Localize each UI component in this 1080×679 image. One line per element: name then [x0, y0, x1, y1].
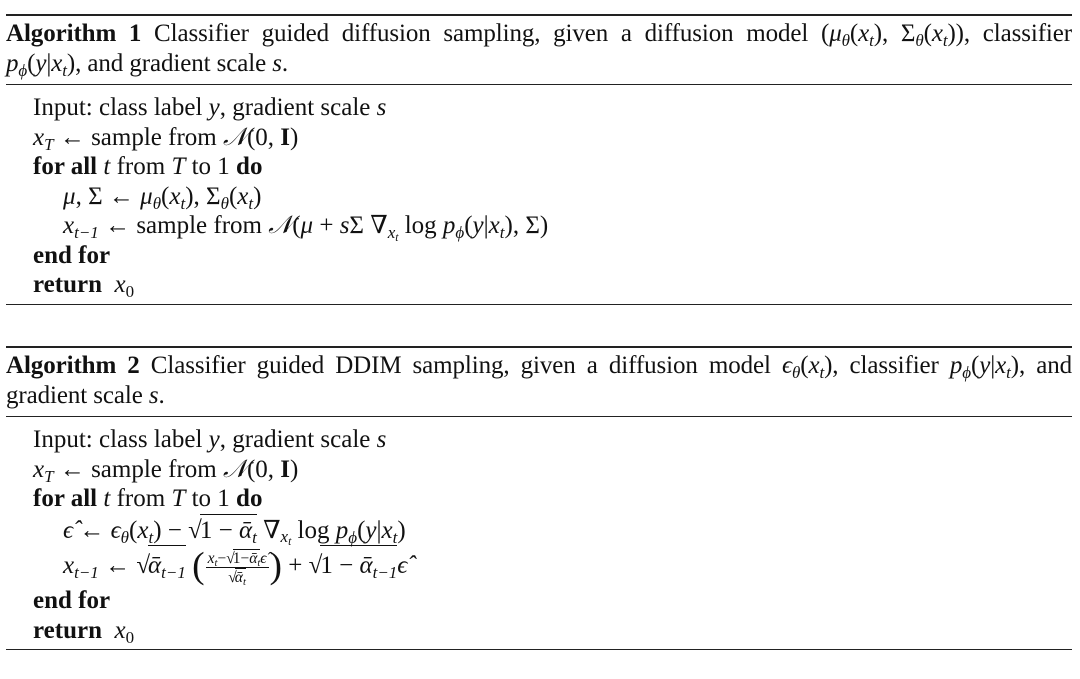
math-T: T [171, 153, 186, 180]
input-label: Input: class label [33, 94, 209, 121]
algorithm-2-line-loop [6, 484, 1072, 514]
input-mid: , gradient scale [219, 94, 377, 121]
algorithm-2-caption-text-3: , and gradient scale [6, 352, 1073, 409]
math-x0: $x_0$ [114, 616, 135, 647]
algorithm-2-heading: Algorithm 2 [6, 352, 140, 379]
input-y: y [208, 94, 220, 121]
algorithm-2-caption-model: $\epsilon_\theta(x_t)$ [781, 352, 833, 382]
math-normal: 𝒩(0, I) [223, 123, 299, 151]
math-x0: $x_0$ [114, 271, 135, 301]
math-eps-hat: ϵ̂ ← $\epsilon_\theta(x_t) - √1$ − ᾱ$_t$ $\nabla_{x_t}$ $\log p_\phi(y|x_t)$ [63, 517, 406, 544]
algorithm-1-line-return [6, 270, 1072, 300]
math-normal: 𝒩(0, I) [223, 455, 299, 483]
algorithm-2-body [6, 417, 1072, 649]
algorithm-2-line-eps-hat [6, 514, 1072, 549]
math-T: T [171, 485, 186, 512]
algorithm-2-caption-text: Classifier guided DDIM sampling, given a diffusion model [139, 352, 782, 379]
end-for-keyword: end for [33, 587, 111, 615]
algorithm-2-line-input [6, 425, 1072, 455]
algorithm-1-line-endfor [6, 241, 1072, 271]
algorithm-2-line-return [6, 616, 1072, 646]
loop-to: to 1 [185, 485, 237, 512]
loop-to: to 1 [185, 153, 237, 180]
sample-text: sample from [84, 455, 223, 483]
input-s: s [376, 94, 387, 121]
algorithm-1-heading: Algorithm 1 [6, 20, 142, 47]
algorithm-1-line-mu-sigma [6, 182, 1072, 212]
algorithm-2-caption-classifier: $p_\phi(y|x_t)$ [949, 352, 1019, 382]
algorithm-2-block [6, 346, 1072, 650]
algorithm-1-caption-text-3: , and gradient scale [75, 50, 273, 77]
for-all-keyword: for all [33, 153, 98, 180]
math-x-t-1: $x_{t-1}$ [63, 212, 99, 242]
sample-text: sample from [84, 123, 223, 151]
algorithm-1-caption-text-2: , classifier [963, 20, 1072, 47]
algorithm-2-caption-s: s [148, 382, 159, 409]
math-t: t [103, 485, 111, 512]
algorithm-1-caption-s: s [272, 50, 282, 77]
input-mid: , gradient scale [219, 426, 377, 453]
algorithm-2-line-init: $x_T$ ← sample from 𝒩(0, I) [33, 455, 299, 486]
sample-text: sample from [130, 212, 269, 239]
math-guided-normal: 𝒩(μ + sΣ $\nabla_{x_t}$ $\log p_\phi(y|x_t)$, Σ) [268, 212, 549, 244]
math-xT: $x_T$ [33, 123, 54, 154]
input-y: y [208, 426, 220, 453]
algorithm-2-bottom-rule [6, 649, 1072, 650]
math-xT: $x_T$ [33, 455, 54, 486]
input-label: Input: class label [33, 426, 209, 453]
algorithm-2-line-endfor [6, 586, 1072, 616]
loop-from: from [110, 485, 172, 512]
return-keyword: return [33, 616, 102, 644]
algorithm-1-caption-model: ($\mu_\theta(x_t)$, $\Sigma_\theta(x_t)$) [820, 20, 964, 50]
loop-from: from [110, 153, 172, 180]
input-s: s [376, 426, 387, 453]
algorithm-2-line-ddim-step [6, 545, 1072, 586]
algorithm-1-bottom-rule [6, 304, 1072, 305]
for-all-keyword: for all [33, 485, 98, 512]
algorithm-1-line-sample: $x_{t-1}$ ← sample from 𝒩(μ + sΣ $\nabla_{x_t}$ $\log p_\phi(y|x_t)$, Σ) [63, 212, 549, 244]
return-keyword: return [33, 271, 102, 298]
algorithm-1-line-loop [6, 152, 1072, 182]
algorithm-2-caption-text-2: , classifier [832, 352, 950, 379]
algorithm-2-caption-period: . [158, 382, 165, 409]
algorithm-1-caption [6, 16, 1072, 84]
end-for-keyword: end for [33, 241, 111, 269]
do-keyword: do [236, 485, 263, 512]
math-ddim-update: $x_{t-1}$ ← √ᾱ$_{t-1}$ ( $\frac{x_t-√1-ᾱ_t\epsilon̂}{√ᾱ_t}$ ) + √1 − ᾱ$_{t-1}$ϵ̂ [63, 545, 408, 588]
do-keyword: do [236, 153, 263, 180]
algorithm-1-caption-text: Classifier guided diffusion sampling, given a diffusion model [141, 20, 821, 47]
algorithm-2-caption [6, 348, 1072, 416]
algorithm-1-line-input [6, 93, 1072, 123]
algorithm-1-caption-classifier: $p_\phi(y|x_t)$ [6, 50, 76, 80]
math-t: t [103, 153, 111, 180]
math-fraction: $\frac{x_t-√1-ᾱ_t\epsilon̂}{√ᾱ_t}$ [207, 549, 267, 588]
algorithm-1-caption-period: . [281, 50, 289, 77]
math-mu-sigma: μ, Σ ← $\mu_\theta(x_t)$, $\Sigma_\theta(x_t)$ [63, 182, 262, 213]
algorithm-1-block [6, 14, 1072, 305]
algorithm-1-body [6, 85, 1072, 304]
algorithm-1-line-init: $x_T$ ← sample from 𝒩(0, I) [33, 123, 299, 154]
